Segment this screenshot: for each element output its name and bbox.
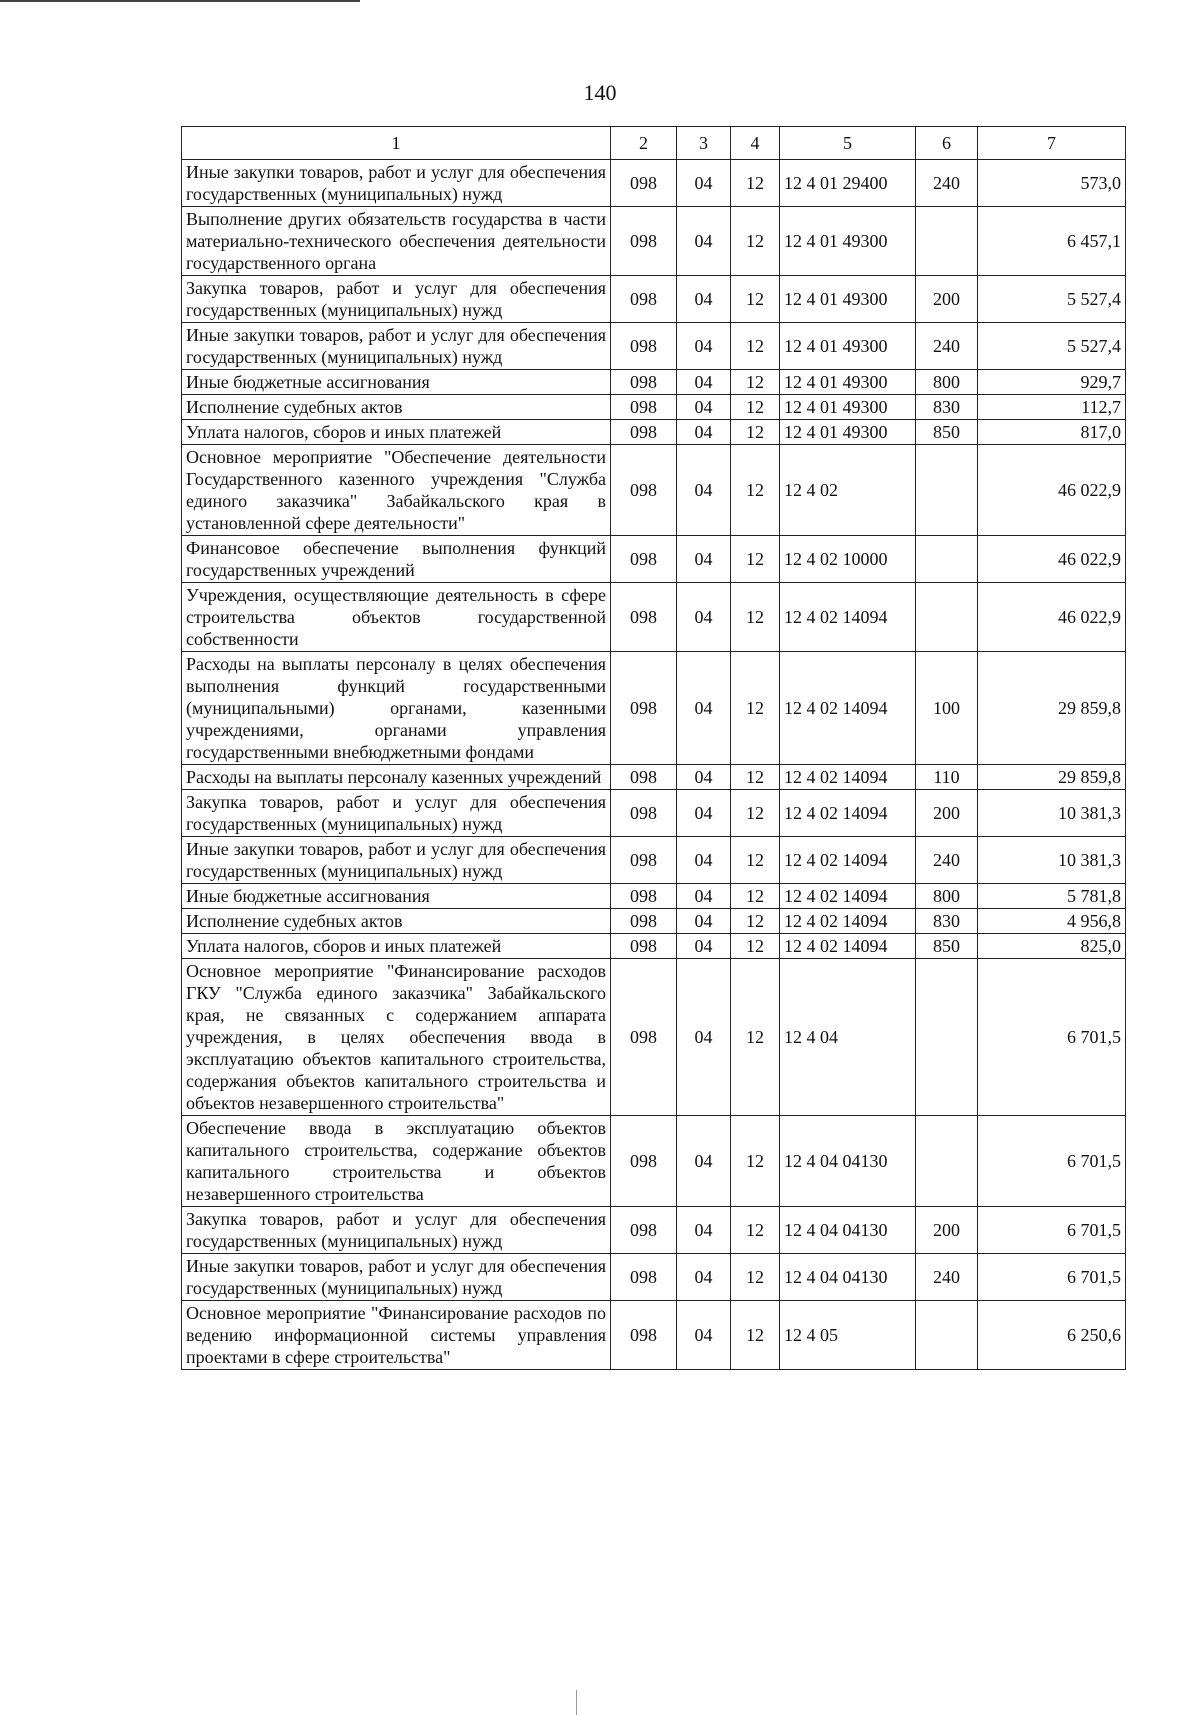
cell-expense-type xyxy=(916,536,978,583)
cell-amount: 6 701,5 xyxy=(978,1254,1126,1301)
column-header: 5 xyxy=(780,127,916,160)
cell-amount: 5 527,4 xyxy=(978,276,1126,323)
page-number: 140 xyxy=(583,80,617,105)
cell-subsection: 12 xyxy=(731,909,780,934)
scan-artifact xyxy=(0,0,360,2)
cell-expense-type: 850 xyxy=(916,934,978,959)
cell-target-item: 12 4 01 49300 xyxy=(780,370,916,395)
cell-amount: 929,7 xyxy=(978,370,1126,395)
cell-section: 04 xyxy=(677,652,731,765)
cell-name: Исполнение судебных актов xyxy=(182,909,611,934)
cell-amount: 6 250,6 xyxy=(978,1301,1126,1370)
cell-name: Уплата налогов, сборов и иных платежей xyxy=(182,420,611,445)
cell-grbs: 098 xyxy=(611,884,677,909)
cell-section: 04 xyxy=(677,837,731,884)
cell-subsection: 12 xyxy=(731,207,780,276)
cell-amount: 6 701,5 xyxy=(978,1116,1126,1207)
cell-expense-type: 200 xyxy=(916,790,978,837)
cell-subsection: 12 xyxy=(731,323,780,370)
cell-name: Учреждения, осуществляющие деятельность в сфере строительства объектов государственной собственности xyxy=(182,583,611,652)
cell-target-item: 12 4 02 14094 xyxy=(780,837,916,884)
cell-expense-type: 850 xyxy=(916,420,978,445)
cell-target-item: 12 4 02 14094 xyxy=(780,765,916,790)
cell-subsection: 12 xyxy=(731,395,780,420)
cell-name: Финансовое обеспечение выполнения функций государственных учреждений xyxy=(182,536,611,583)
cell-grbs: 098 xyxy=(611,420,677,445)
cell-name: Исполнение судебных актов xyxy=(182,395,611,420)
cell-name: Основное мероприятие "Финансирование расходов ГКУ "Служба единого заказчика" Забайкальского края, не связанных с содержанием аппарата учреждения, в целях обеспечения ввода в эксплуатацию объектов капитального строительства, содержания объектов капитального строительства и объектов незавершенного строительства" xyxy=(182,959,611,1116)
table-row xyxy=(182,1301,1126,1370)
cell-subsection: 12 xyxy=(731,445,780,536)
cell-expense-type xyxy=(916,1116,978,1207)
budget-table xyxy=(181,126,1126,1370)
table-row xyxy=(182,765,1126,790)
table-row xyxy=(182,323,1126,370)
cell-name: Выполнение других обязательств государства в части материально-технического обеспечения деятельности государственного органа xyxy=(182,207,611,276)
cell-name: Обеспечение ввода в эксплуатацию объектов капитального строительства, содержание объектов капитального строительства и объектов незавершенного строительства xyxy=(182,1116,611,1207)
cell-grbs: 098 xyxy=(611,790,677,837)
cell-grbs: 098 xyxy=(611,1116,677,1207)
cell-expense-type: 240 xyxy=(916,160,978,207)
cell-name: Закупка товаров, работ и услуг для обеспечения государственных (муниципальных) нужд xyxy=(182,790,611,837)
cell-section: 04 xyxy=(677,445,731,536)
cell-target-item: 12 4 05 xyxy=(780,1301,916,1370)
cell-amount: 46 022,9 xyxy=(978,536,1126,583)
cell-expense-type xyxy=(916,583,978,652)
table-row xyxy=(182,395,1126,420)
cell-amount: 29 859,8 xyxy=(978,765,1126,790)
cell-expense-type: 800 xyxy=(916,370,978,395)
cell-expense-type: 240 xyxy=(916,1254,978,1301)
table-row xyxy=(182,1207,1126,1254)
cell-expense-type xyxy=(916,207,978,276)
cell-grbs: 098 xyxy=(611,323,677,370)
cell-expense-type: 110 xyxy=(916,765,978,790)
cell-grbs: 098 xyxy=(611,276,677,323)
column-header: 3 xyxy=(677,127,731,160)
scan-artifact xyxy=(576,1690,577,1715)
cell-section: 04 xyxy=(677,583,731,652)
cell-amount: 6 457,1 xyxy=(978,207,1126,276)
cell-name: Уплата налогов, сборов и иных платежей xyxy=(182,934,611,959)
cell-expense-type xyxy=(916,1301,978,1370)
cell-subsection: 12 xyxy=(731,420,780,445)
cell-subsection: 12 xyxy=(731,790,780,837)
cell-amount: 4 956,8 xyxy=(978,909,1126,934)
cell-amount: 5 781,8 xyxy=(978,884,1126,909)
cell-subsection: 12 xyxy=(731,765,780,790)
cell-subsection: 12 xyxy=(731,934,780,959)
cell-target-item: 12 4 04 04130 xyxy=(780,1254,916,1301)
cell-grbs: 098 xyxy=(611,959,677,1116)
table-row xyxy=(182,837,1126,884)
cell-section: 04 xyxy=(677,959,731,1116)
cell-expense-type: 240 xyxy=(916,837,978,884)
cell-grbs: 098 xyxy=(611,395,677,420)
table-row xyxy=(182,652,1126,765)
cell-section: 04 xyxy=(677,395,731,420)
cell-expense-type: 240 xyxy=(916,323,978,370)
cell-name: Иные закупки товаров, работ и услуг для обеспечения государственных (муниципальных) нужд xyxy=(182,323,611,370)
table-header xyxy=(182,127,1126,160)
cell-target-item: 12 4 01 49300 xyxy=(780,395,916,420)
cell-grbs: 098 xyxy=(611,536,677,583)
cell-grbs: 098 xyxy=(611,370,677,395)
cell-target-item: 12 4 01 49300 xyxy=(780,276,916,323)
cell-name: Иные бюджетные ассигнования xyxy=(182,884,611,909)
cell-amount: 112,7 xyxy=(978,395,1126,420)
cell-section: 04 xyxy=(677,323,731,370)
cell-amount: 6 701,5 xyxy=(978,959,1126,1116)
cell-subsection: 12 xyxy=(731,1116,780,1207)
column-header: 1 xyxy=(182,127,611,160)
cell-name: Расходы на выплаты персоналу казенных учреждений xyxy=(182,765,611,790)
cell-subsection: 12 xyxy=(731,583,780,652)
table-row xyxy=(182,160,1126,207)
cell-target-item: 12 4 02 10000 xyxy=(780,536,916,583)
cell-grbs: 098 xyxy=(611,1254,677,1301)
cell-target-item: 12 4 01 49300 xyxy=(780,420,916,445)
cell-name: Расходы на выплаты персоналу в целях обеспечения выполнения функций государственными (муниципальными) органами, казенными учреждениями, органами управления государственными внебюджетными фондами xyxy=(182,652,611,765)
cell-amount: 573,0 xyxy=(978,160,1126,207)
table-row xyxy=(182,536,1126,583)
cell-amount: 46 022,9 xyxy=(978,445,1126,536)
cell-amount: 46 022,9 xyxy=(978,583,1126,652)
cell-target-item: 12 4 02 14094 xyxy=(780,884,916,909)
table-body xyxy=(182,160,1126,1370)
cell-subsection: 12 xyxy=(731,160,780,207)
cell-expense-type: 830 xyxy=(916,909,978,934)
cell-amount: 10 381,3 xyxy=(978,790,1126,837)
cell-amount: 6 701,5 xyxy=(978,1207,1126,1254)
cell-subsection: 12 xyxy=(731,1254,780,1301)
table-row xyxy=(182,934,1126,959)
cell-expense-type: 200 xyxy=(916,1207,978,1254)
cell-section: 04 xyxy=(677,420,731,445)
cell-subsection: 12 xyxy=(731,959,780,1116)
cell-grbs: 098 xyxy=(611,765,677,790)
cell-target-item: 12 4 01 49300 xyxy=(780,207,916,276)
table-row xyxy=(182,790,1126,837)
cell-section: 04 xyxy=(677,909,731,934)
cell-subsection: 12 xyxy=(731,884,780,909)
cell-name: Иные закупки товаров, работ и услуг для обеспечения государственных (муниципальных) нужд xyxy=(182,160,611,207)
cell-grbs: 098 xyxy=(611,652,677,765)
cell-section: 04 xyxy=(677,765,731,790)
cell-expense-type: 830 xyxy=(916,395,978,420)
table-row xyxy=(182,884,1126,909)
cell-expense-type xyxy=(916,959,978,1116)
cell-section: 04 xyxy=(677,1301,731,1370)
cell-grbs: 098 xyxy=(611,1301,677,1370)
column-header: 6 xyxy=(916,127,978,160)
header-row xyxy=(182,127,1126,160)
cell-name: Основное мероприятие "Финансирование расходов по ведению информационной системы управления проектами в сфере строительства" xyxy=(182,1301,611,1370)
cell-name: Закупка товаров, работ и услуг для обеспечения государственных (муниципальных) нужд xyxy=(182,276,611,323)
cell-target-item: 12 4 04 04130 xyxy=(780,1116,916,1207)
cell-section: 04 xyxy=(677,1254,731,1301)
cell-grbs: 098 xyxy=(611,909,677,934)
table-row xyxy=(182,583,1126,652)
cell-section: 04 xyxy=(677,790,731,837)
table-row xyxy=(182,276,1126,323)
cell-grbs: 098 xyxy=(611,934,677,959)
cell-section: 04 xyxy=(677,536,731,583)
cell-subsection: 12 xyxy=(731,276,780,323)
cell-subsection: 12 xyxy=(731,536,780,583)
table-row xyxy=(182,1116,1126,1207)
cell-amount: 10 381,3 xyxy=(978,837,1126,884)
cell-grbs: 098 xyxy=(611,445,677,536)
cell-section: 04 xyxy=(677,160,731,207)
table-row xyxy=(182,959,1126,1116)
cell-subsection: 12 xyxy=(731,652,780,765)
cell-grbs: 098 xyxy=(611,837,677,884)
cell-section: 04 xyxy=(677,207,731,276)
table-row xyxy=(182,207,1126,276)
cell-target-item: 12 4 02 14094 xyxy=(780,909,916,934)
table-row xyxy=(182,420,1126,445)
cell-target-item: 12 4 02 14094 xyxy=(780,583,916,652)
cell-expense-type: 200 xyxy=(916,276,978,323)
cell-expense-type: 800 xyxy=(916,884,978,909)
cell-expense-type: 100 xyxy=(916,652,978,765)
cell-name: Иные бюджетные ассигнования xyxy=(182,370,611,395)
table-row xyxy=(182,445,1126,536)
table-row xyxy=(182,1254,1126,1301)
column-header: 4 xyxy=(731,127,780,160)
cell-target-item: 12 4 01 49300 xyxy=(780,323,916,370)
column-header: 2 xyxy=(611,127,677,160)
cell-section: 04 xyxy=(677,1207,731,1254)
cell-target-item: 12 4 02 xyxy=(780,445,916,536)
table-row xyxy=(182,909,1126,934)
cell-name: Основное мероприятие "Обеспечение деятельности Государственного казенного учреждения "Служба единого заказчика" Забайкальского края в установленной сфере деятельности" xyxy=(182,445,611,536)
cell-amount: 5 527,4 xyxy=(978,323,1126,370)
cell-grbs: 098 xyxy=(611,160,677,207)
cell-grbs: 098 xyxy=(611,1207,677,1254)
cell-subsection: 12 xyxy=(731,370,780,395)
cell-expense-type xyxy=(916,445,978,536)
cell-name: Иные закупки товаров, работ и услуг для обеспечения государственных (муниципальных) нужд xyxy=(182,837,611,884)
cell-section: 04 xyxy=(677,276,731,323)
cell-amount: 817,0 xyxy=(978,420,1126,445)
cell-section: 04 xyxy=(677,934,731,959)
cell-target-item: 12 4 02 14094 xyxy=(780,934,916,959)
table-row xyxy=(182,370,1126,395)
cell-section: 04 xyxy=(677,884,731,909)
cell-target-item: 12 4 02 14094 xyxy=(780,652,916,765)
cell-amount: 825,0 xyxy=(978,934,1126,959)
cell-section: 04 xyxy=(677,1116,731,1207)
cell-section: 04 xyxy=(677,370,731,395)
cell-amount: 29 859,8 xyxy=(978,652,1126,765)
cell-subsection: 12 xyxy=(731,1301,780,1370)
cell-grbs: 098 xyxy=(611,583,677,652)
cell-grbs: 098 xyxy=(611,207,677,276)
cell-target-item: 12 4 02 14094 xyxy=(780,790,916,837)
cell-subsection: 12 xyxy=(731,837,780,884)
cell-target-item: 12 4 04 04130 xyxy=(780,1207,916,1254)
column-header: 7 xyxy=(978,127,1126,160)
cell-name: Закупка товаров, работ и услуг для обеспечения государственных (муниципальных) нужд xyxy=(182,1207,611,1254)
cell-target-item: 12 4 04 xyxy=(780,959,916,1116)
cell-name: Иные закупки товаров, работ и услуг для обеспечения государственных (муниципальных) нужд xyxy=(182,1254,611,1301)
cell-subsection: 12 xyxy=(731,1207,780,1254)
cell-target-item: 12 4 01 29400 xyxy=(780,160,916,207)
